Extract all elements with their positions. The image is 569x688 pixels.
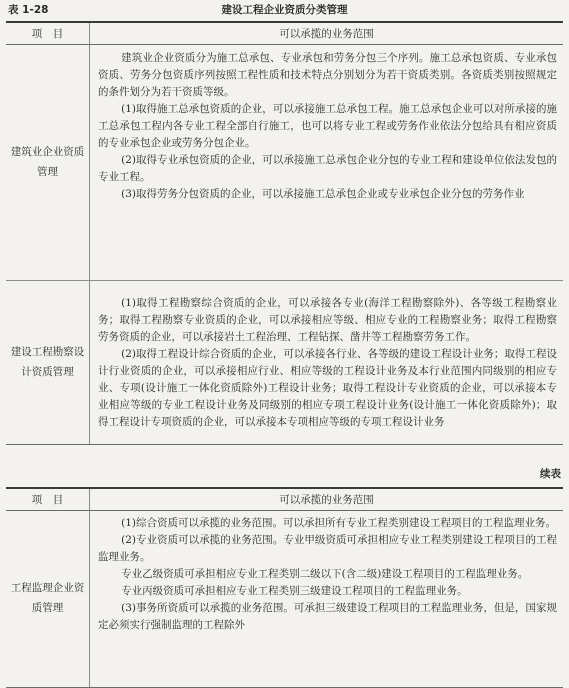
- header-item-label: 项 目: [31, 27, 64, 40]
- category-cell: [6, 281, 90, 444]
- continued-label: 续表: [540, 468, 561, 480]
- table-title: 建设工程企业资质分类管理: [221, 4, 348, 16]
- scope-cell: [90, 511, 563, 687]
- scope-cell: [90, 281, 563, 444]
- scope-paragraph: (1)取得工程勘察综合资质的企业，可以承接各专业(海洋工程勘察除外)、各等级工程勘察业务；取得工程勘察专业资质的企业，可以承接相应等级、相应专业的工程勘察业务；取得工程勘察劳务资质的企业，可以承接岩土工程治理、工程钻探、凿井等工程勘察劳务工作。: [98, 297, 557, 343]
- scope-paragraph: (2)专业资质可以承揽的业务范围。专业甲级资质可承担相应专业工程类别建设工程项目的工程监理业务。: [98, 534, 557, 563]
- qualification-table: [6, 21, 563, 445]
- table-row-supervision: [6, 511, 563, 687]
- header-scope-cell: 可以承揽的业务范围: [279, 494, 374, 506]
- table-header-row: [6, 23, 563, 45]
- category-cell: [6, 511, 90, 687]
- scope-paragraph: 专业乙级资质可承担相应专业工程类别二级以下(含二级)建设工程项目的工程监理业务。: [121, 568, 529, 580]
- qualification-table-continued: [6, 487, 563, 688]
- table-header-row: [6, 489, 563, 511]
- scope-paragraph: (3)取得劳务分包资质的企业，可以承接施工总承包企业或专业承包企业分包的劳务作业: [121, 188, 525, 200]
- scope-paragraph: (1)取得施工总承包资质的企业，可以承接施工总承包工程。施工总承包企业可以对所承接的施工总承包工程内各专业工程全部自行施工，也可以将专业工程或劳务作业依法分包给具有相应资质的专业承包企业或劳务分包企业。: [98, 103, 557, 149]
- table-row-survey-design: [6, 281, 563, 444]
- scope-paragraph: (3)事务所资质可以承揽的业务范围。可承担三级建设工程项目的工程监理业务，但是，国家规定必须实行强制监理的工程除外: [98, 602, 557, 631]
- header-scope-cell: 可以承揽的业务范围: [279, 28, 374, 40]
- category-label: 建筑业企业资质管理: [10, 145, 85, 178]
- scope-cell: [90, 45, 563, 280]
- category-label: 建设工程勘察设计资质管理: [10, 345, 85, 378]
- table-caption: [0, 0, 569, 20]
- scope-paragraph: (2)取得工程设计综合资质的企业，可以承接各行业、各等级的建设工程设计业务；取得工程设计行业资质的企业，可以承接相应行业、相应等级的工程设计业务及本行业范围内同级别的相应专业、专项(设计施工一体化资质除外)工程设计业务；取得工程设计专业资质的企业，可以承接本专业相应等级的专业工程设计业务及同级别的相应专项工程设计业务(设计施工一体化资质除外)；取得工程设计专项资质的企业，可以承接本专项相应等级的专项工程设计业务: [98, 348, 557, 428]
- header-item-label: 项 目: [31, 493, 64, 506]
- table-row-construction: [6, 45, 563, 281]
- scope-paragraph: 建筑业企业资质分为施工总承包、专业承包和劳务分包三个序列。施工总承包资质、专业承包资质、劳务分包资质序列按照工程性质和技术特点分别划分为若干资质类别。各资质类别按照规定的条件划分为若干资质等级。: [98, 52, 557, 98]
- category-label: 工程监理企业资质管理: [10, 582, 85, 614]
- table-number: 表 1-28: [8, 4, 49, 16]
- scope-paragraph: (2)取得专业承包资质的企业，可以承接施工总承包企业分包的专业工程和建设单位依法发包的专业工程。: [98, 154, 557, 183]
- category-cell: [6, 45, 90, 280]
- scope-paragraph: 专业丙级资质可承担相应专业工程类别三级建设工程项目的工程监理业务。: [121, 585, 468, 597]
- scope-paragraph: (1)综合资质可以承揽的业务范围。可以承担所有专业工程类别建设工程项目的工程监理业务。: [121, 517, 556, 529]
- header-item-cell: [6, 23, 90, 44]
- header-item-cell: [6, 489, 90, 510]
